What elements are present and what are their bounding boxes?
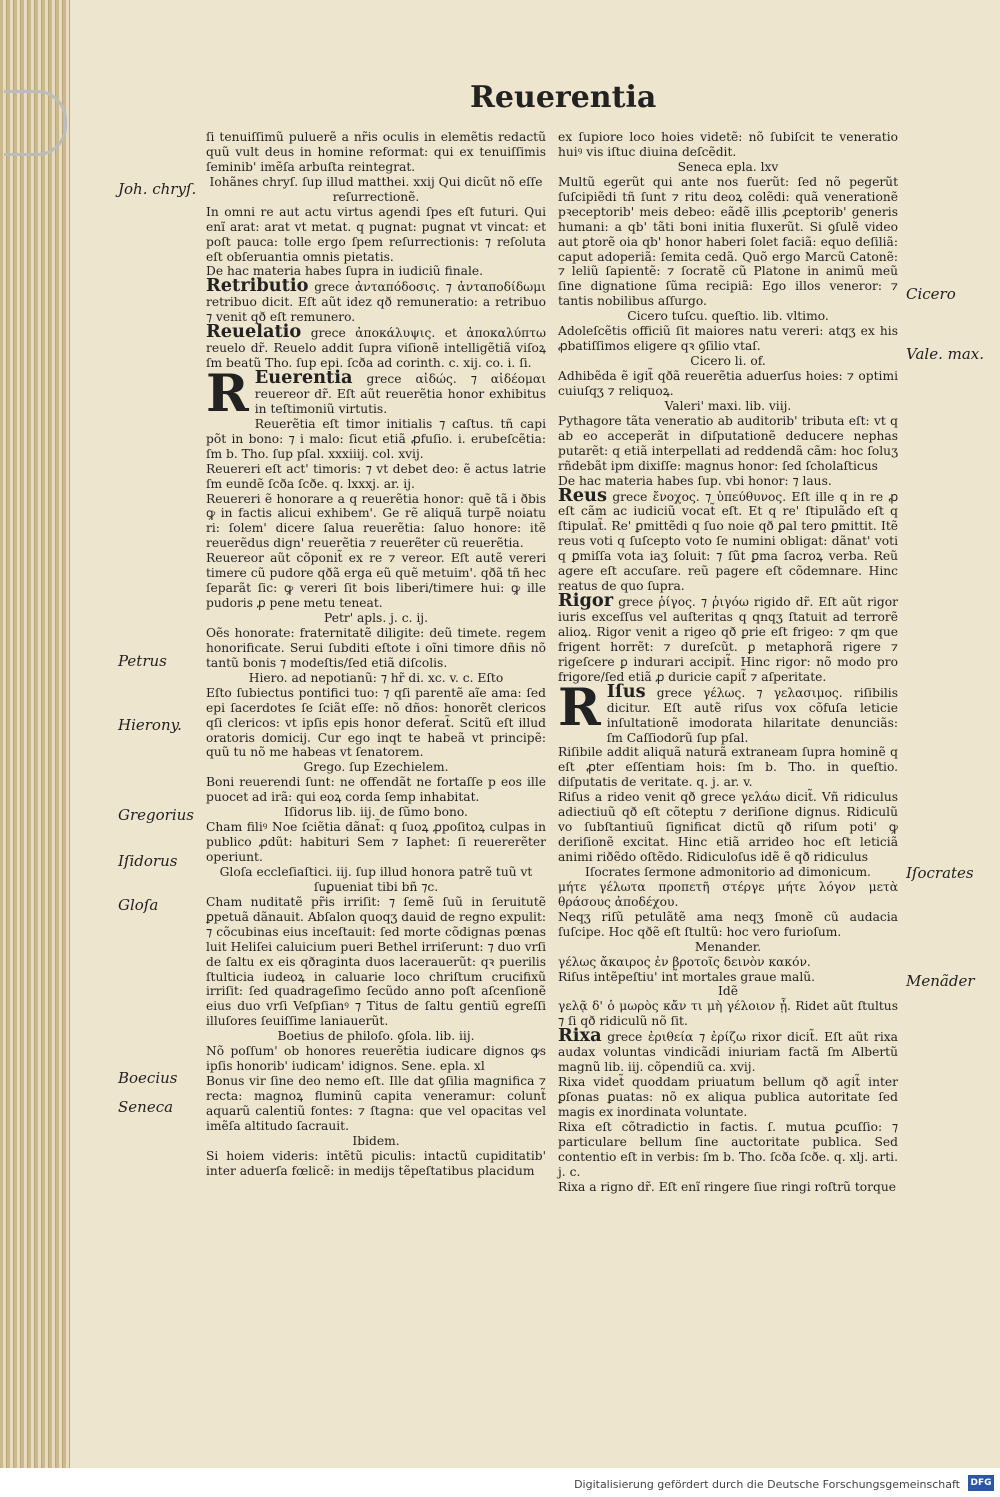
rubric-line: Cicero li. of. xyxy=(690,354,766,369)
lemma-headword: Iſus xyxy=(606,680,646,702)
lemma-text: grece αἰδώς. ⁊ αἰδέομαι reuereor dr̃. Eſt aũt reuerẽtia honor exhibitus in teſtimoniũ virtutis. xyxy=(254,372,546,416)
paragraph: ex ſupiore loco hoies videtẽ: nõ ſubiſcit te veneratio huiꝰ vis iſtuc diuina deſcẽdit. xyxy=(558,130,898,159)
paragraph: ſi tenuiſſimũ puluerẽ a nr̃is oculis in elemẽtis redactũ quũ vult deus in homine reformat: qui ex tenuiſſimis ſeminib' imẽſa arbuſta reintegrat. xyxy=(206,130,546,174)
rubric-line: Cicero tuſcu. queſtio. lib. vltimo. xyxy=(627,309,829,324)
margin-note-left: Iſidorus xyxy=(118,852,178,870)
margin-note-right: Cicero xyxy=(906,285,956,303)
rubric-line: Iſocrates ſermone admonitorio ad dimonicum. xyxy=(585,864,871,879)
paragraph: Eſto ſubiectus pontifici tuo: ⁊ qſi parentẽ aĩe ama: ſed epi ſacerdotes ſe ſciãt eſſe: nõ dños: honorẽt clericos qſi clericos: vt ipſis epis honor deferat̃. Scitũ eſt illud oratoris domicij. Cur ego inqt te habeã vt principẽ: quũ tu nõ me habeas vt ſenatorem. xyxy=(206,685,546,760)
paragraph: Adoleſcẽtis officiũ ſit maiores natu vereri: atqʒ ex his ꝓbatiſſimos eligere qꝛ ꝯſilio vtaſ. xyxy=(558,324,898,354)
rubric-line: Gloſa eccleſiaſtici. iij. ſup illud honora patrẽ tuũ vt ſuꝑueniat tibi bñ ⁊c. xyxy=(219,864,533,894)
paragraph: Cham nuditatẽ pr̃is irriſit: ⁊ ſemẽ ſuũ in ſeruitutẽ ꝑpetuã dãnauit. Abſalon quoqʒ dauid de regno expulit: ⁊ cõcubinas eius inceſtauit: ſed morte cõdignas pœnas luit Heliſei caluicium pueri Bethel irriſerunt: ⁊ duo vrſi de ſaltu ex eis qðraginta duos lacerauerũt: qꝛ puerilis ſtulticia iudeoꝝ in caluarie loco chriſtum crucifixũ irriſit: ſed quadrageſimo ſecũdo anno poſt aſcenſionẽ eius duo vrſi Veſpſianꝰ ⁊ Titus de ſaltu gentiũ egreſſi illuſores ſeuiſſime laniauerũt. xyxy=(206,894,546,1029)
paragraph: Pythagore tãta veneratio ab auditorib' tributa eſt: vt q ab eo acceperãt in diſputationẽ deducere nephas putarẽt: q etiã interpellati ad reddendã cãm: hoc ſoluʒ rñdebãt ipm dixiſſe: magnus honor: ſed ſcholaſticus xyxy=(558,413,898,473)
paragraph xyxy=(558,590,898,685)
margin-note-left: Boecius xyxy=(118,1069,178,1087)
paragraph: Reuerẽtia eſt timor initialis ⁊ caſtus. tñ capi põt in bono: ⁊ i malo: ſicut etiã ꝓfuſio. i. erubeſcẽtia: ſm b. Tho. ſup pſal. xxxiiij. col. xvij. xyxy=(206,416,546,461)
lemma-headword: Reus xyxy=(558,484,607,506)
paragraph: Rixa videt̃ quoddam priuatum bellum qð agit̃ inter ꝑſonas ꝑuatas: nõ ex aliqua publica autoritate ſed magis ex inordinata voluntate. xyxy=(558,1075,898,1119)
rubric-line: Seneca epla. lxv xyxy=(677,159,779,174)
lemma-text: grece ἐριθεία ⁊ ἐρίζω rixor dicit̃. Eſt aũt rixa audax voluntas vindicãdi iniuriam factã ſm Albertũ magnũ lib. iij. cõpendiũ ca. xvij. xyxy=(558,1030,898,1075)
lemma-headword: Rigor xyxy=(558,590,614,612)
margin-note-right: Iſocrates xyxy=(906,864,974,882)
margin-note-left: Seneca xyxy=(118,1098,174,1116)
dfg-logo: DFG xyxy=(968,1475,994,1491)
paragraph: Riſus a rideo venit qð grece γελάω dicit̃. Vñ ridiculus adiectiuũ qð eſt cõteptu ⁊ deriſione dignus. Ridiculũ vo ſubſtantiuũ ſignificat dictũ qð riſum poti' ꝙ deriſionẽ excitat. Hinc etiã arrideo hoc eſt leticiã animi riðẽdo oſtẽdo. Ridiculoſus idẽ ẽ qð ridiculus xyxy=(558,790,898,864)
rubric-line: Menander. xyxy=(694,939,762,954)
paragraph: Boni reuerendi ſunt: ne offendãt ne fortaſſe p eos ille puocet ad irã: qui eoꝝ corda ſemp inhabitat. xyxy=(206,775,546,805)
paragraph: Si hoiem videris: intẽtũ piculis: intactũ cupiditatib' inter aduerſa fœlicẽ: in medijs tẽpeſtatibus placidum xyxy=(206,1148,546,1178)
paragraph: Nõ poſſum' ob honores reuerẽtia iudicare dignos ꝙs ipſis honorib' iudicam' idignos. Sene. epla. xl xyxy=(206,1044,546,1074)
paragraph: Bonus vir ſine deo nemo eſt. Ille dat ꝯſilia magnifica ⁊ recta: magnoꝝ fluminũ capita veneramur: colunt̃ aquarũ calentiũ fontes: ⁊ ſtagna: que vel opacitas vel imẽſa altitudo ſacrauit. xyxy=(206,1074,546,1133)
paragraph xyxy=(206,364,546,424)
paragraph: In omni re aut actu virtus agendi ſpes eſt futuri. Qui enĩ arat: arat vt metat. q pugnat: pugnat vt vincat: et poſt pauca: tolle ergo ſpem reſurrectionis: ⁊ reſoluta eſt obſeruantia omnis pietatis. xyxy=(206,204,546,264)
paragraph: Riſibile addit aliquã naturã extraneam ſupra hominẽ q eſt ꝓter eſſentiam hois: ſm b. Tho. in queſtio. diſputatis de veritate. q. j. ar. v. xyxy=(558,745,898,790)
paragraph xyxy=(558,1025,898,1075)
lemma-text: grece ἀποκάλυψις. et ἀποκαλύπτω reuelo dr̃. Reuelo addit ſupra viſionẽ intelligẽtiã viſoꝝ ſm beatũ Tho. ſup epi. ſcða ad corinth. c. xij. co. i. ſi. xyxy=(206,326,546,371)
rubric-line: Valeri' maxi. lib. viij. xyxy=(664,398,792,413)
rubric-line: Iſidorus lib. iij. de ſũmo bono. xyxy=(284,805,468,820)
rubric-line: Petr' apls. j. c. ij. xyxy=(324,611,428,625)
rubric-line: Hiero. ad nepotianũ: ⁊ hr̃ di. xc. v. c. Eſto xyxy=(248,670,504,685)
paragraph xyxy=(558,677,898,746)
paragraph xyxy=(558,484,898,595)
paragraph: Reuereri ẽ honorare a q reuerẽtia honor: quẽ tã i ðbis ꝙ in factis alicui exhibem'. Ge rẽ aliquã turpẽ noiatu ri: ſolem' dicere ſalua reuerẽtia: ſaluo honore: itẽ reuerẽdus dign' reuerẽtia ⁊ reuerẽter cũ reuerẽtia. xyxy=(206,491,546,551)
paragraph: De hac materia habes ſupra in iudiciũ finale. xyxy=(206,264,484,279)
rubric-line: Grego. ſup Ezechielem. xyxy=(303,760,449,775)
paragraph: Reuereor aũt cõponit̃ ex re ⁊ vereor. Eſt autẽ vereri timere cũ pudore qðã erga eũ quẽ metuim'. qðã tñ hec ſeparãt ſic: ꝙ vereri ſit bois liberi/timere hui: ꝙ ille pudoris ꝓ pene metu teneat. xyxy=(206,551,546,611)
left-column xyxy=(206,130,546,1179)
paragraph: Riſus intẽpeſtiu' int̃ mortales graue malũ. xyxy=(558,969,816,984)
margin-note-left: Gregorius xyxy=(118,806,194,824)
right-column xyxy=(558,130,898,1195)
rubric-line: Ibidem. xyxy=(352,1133,400,1148)
lemma-headword: Reuelatio xyxy=(206,321,302,343)
rubric-line: Boetius de philoſo. ꝯſola. lib. iij. xyxy=(277,1029,475,1044)
rubric-line: Iohãnes chryſ. ſup illud matthei. xxij Qui dicũt nõ eſſe reſurrectionẽ. xyxy=(209,174,543,204)
funding-note: Digitalisierung gefördert durch die Deutsche Forschungsgemeinschaft xyxy=(574,1478,960,1491)
margin-note-left: Joh. chryſ. xyxy=(118,180,197,198)
rubric-line: Idẽ xyxy=(718,984,738,999)
drop-initial: R xyxy=(558,677,601,738)
paragraph xyxy=(206,275,546,325)
lemma-text: grece ῥίγος. ⁊ ῥιγόω rigido dr̃. Eſt aũt rigor iuris exceſſus vel auſteritas q qnqʒ ſtatuit ad terrorẽ alioꝝ. Rigor venit a rigeo qð ꝑrie eſt frigeo: ⁊ qm que frigent horrẽt: ⁊ dureſcũt. ꝑ metaphorã rigere ⁊ rigeſcere ꝑ indurari accipit̃. Hinc rigor: nõ modo pro frigore/ſed etiã ꝓ duricie capit̃ ⁊ aſperitate. xyxy=(558,595,898,684)
paragraph: μήτε γέλωτα προπετῆ στέργε μήτε λόγον μετὰ θράσους ἀποδέχου. xyxy=(558,879,898,909)
margin-note-left: Gloſa xyxy=(118,896,159,914)
paragraph: De hac materia habes ſup. vbi honor: ⁊ laus. xyxy=(558,473,832,488)
margin-note-right: Menãder xyxy=(906,972,975,990)
lemma-headword: Euerentia xyxy=(254,367,353,388)
paragraph: Reuereri eſt act' timoris: ⁊ vt debet deo: ẽ actus latrie ſm eundẽ ſcða ſcðe. q. lxxxj. ar. ij. xyxy=(206,461,546,491)
paragraph: Neqʒ riſũ petulãtẽ ama neqʒ ſmonẽ cũ audacia ſuſcipe. Hoc qðẽ eſt ſtultũ: hoc vero furioſum. xyxy=(558,909,898,939)
paragraph: Rixa eſt cõtradictio in factis. ſ. mutua ꝑcuſſio: ⁊ particulare bellum ſine auctoritate publica. Sed contentio eſt in verbis: ſm b. Tho. ſcða ſcðe. q. xlj. arti. j. c. xyxy=(558,1119,898,1179)
drop-initial: R xyxy=(206,364,249,424)
paragraph: γελᾷ δ' ὁ μωρὸς κἄν τι μὴ γέλοιον ᾖ. Ridet aũt ſtultus ⁊ ſi qð ridiculũ nõ ſit. xyxy=(558,999,898,1029)
lemma-headword: Retributio xyxy=(206,275,309,297)
book-edge xyxy=(0,0,70,1468)
page-clip xyxy=(4,90,67,156)
lemma-text: grece γέλως. ⁊ γελασιμος. riſibilis dicitur. Eſt autẽ riſus vox cõfuſa leticie inſultationẽ imodorata hilaritate denunciãs: ſm Caſſiodorũ ſup pſal. xyxy=(606,685,898,745)
paragraph: Adhibẽda ẽ igit̃ qðã reuerẽtia aduerſus hoies: ⁊ optimi cuiuſqʒ ⁊ reliquoꝝ. xyxy=(558,369,898,398)
running-head: Reuerentia xyxy=(470,80,657,115)
lemma-headword: Rixa xyxy=(558,1025,602,1047)
paragraph: Cham filiꝰ Noe ſciẽtia dãnat̃: q ſuoꝝ ꝓpoſitoꝝ culpas in publico ꝓdũt: habituri Sem ⁊ Iaphet: ſi reuererẽter operiunt. xyxy=(206,820,546,864)
margin-note-left: Hierony. xyxy=(118,716,182,734)
paragraph: Rixa a rigno dr̃. Eſt enĩ ringere ſiue ringi roſtrũ torque xyxy=(558,1179,896,1194)
paragraph: Multũ egerũt qui ante nos fuerũt: ſed nõ pegerũt ſuſcipiẽdi tñ ſunt ⁊ ritu deoꝝ colẽdi: quã venerationẽ pꝛeceptorib' meis debeo: eãdẽ illis ꝓceptorib' generis humani: a qb' tãti boni initia fluxerũt. Si ꝯſulẽ video aut ꝑtorẽ oia qb' honor haberi ſolet faciã: equo deſiliã: caput adoperiã: ſemita cedã. Quõ ergo Marcũ Catonẽ: ⁊ leliũ ſapientẽ: ⁊ ſocratẽ cũ Platone in animũ meũ ſine dignatione ſũma recipiã: Ego illos veneror: ⁊ tantis nobilibus aſſurgo. xyxy=(558,174,898,309)
paragraph xyxy=(206,321,546,371)
paragraph: γέλως ἄκαιρος ἐν βροτοῖς δεινὸν κακόν. xyxy=(558,954,811,969)
lemma-text: grece ἀνταπόδοσις. ⁊ ἀνταποδίδωμι retribuo dicit. Eſt aũt idez qð remuneratio: a retribuo ⁊ venit qð eſt remunero. xyxy=(206,280,546,325)
paragraph: Oẽs honorate: fraternitatẽ diligite: deũ timete. regem honorificate. Serui ſubditi eſtote i oĩni timore dñis nõ tantũ bonis ⁊ modeſtis/ſed etiã diſcolis. xyxy=(206,625,546,670)
margin-note-left: Petrus xyxy=(118,652,167,670)
lemma-text: grece ἔνοχος. ⁊ ὑπεύθυνος. Eſt ille q in re ꝓ eſt cãm ac iudiciũ vocat̃ eſt. Et q re' ſtipulãdo eſt q ſtipulat̃. Re' ꝑmittẽdi q ſuo noie qð ꝑal tero ꝑmittit. Itẽ reus voti q ſuſcepto voto ſe numini obligat: dãnat' voti q ꝑmiſſa vota iaʒ ſoluit: ⁊ ſũt ꝑma ſacroꝝ verba. Reũ agere eſt accuſare. reũ pagere eſt cõdemnare. Hinc reatus de quo ſupra. xyxy=(558,489,898,594)
margin-note-right: Vale. max. xyxy=(906,345,985,363)
